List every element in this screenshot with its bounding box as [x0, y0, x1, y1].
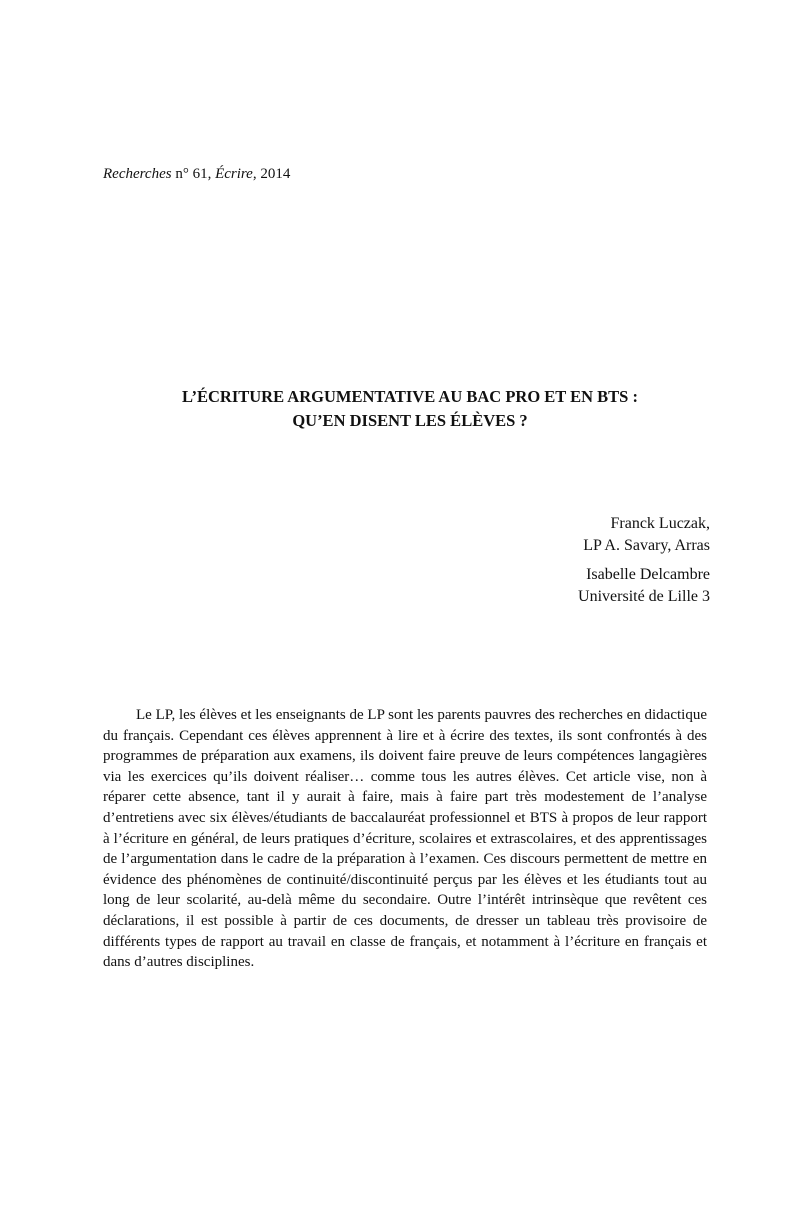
article-title [80, 385, 740, 433]
abstract-paragraph: Le LP, les élèves et les enseignants de LP sont les parents pauvres des recherches en didactique du français. Cependant ces élèves apprennent à lire et à écrire des textes, ils sont confrontés à des programmes de préparation aux examens, ils doivent faire preuve de leurs compétences langagières via les exercices qu’ils doivent réaliser… comme tous les autres élèves. Cet article vise, non à réparer cette absence, tant il y aurait à faire, mais à faire part très modestement de l’analyse d’entretiens avec six élèves/étudiants de baccalauréat professionnel et BTS à propos de leur rapport à l’écriture en général, de leurs pratiques d’écriture, scolaires et extrascolaires, et des apprentissages de l’argumentation dans le cadre de la préparation à l’examen. Ces discours permettent de mettre en évidence des phénomènes de continuité/discontinuité perçus par les élèves et les étudiants tout au long de leur scolarité, au-delà même du secondaire. Outre l’intérêt intrinsèque que revêtent ces déclarations, il est possible à partir de ces documents, de dresser un tableau très provisoire de différents types de rapport au travail en classe de français, et notamment à l’écriture en français et dans d’autres disciplines. [103, 707, 707, 971]
author-name-1: Franck Luczak, [610, 515, 710, 532]
author-block [578, 513, 710, 608]
journal-reference [103, 164, 290, 184]
journal-issue: n° 61, [171, 166, 216, 182]
article-title-line-1: L’ÉCRITURE ARGUMENTATIVE AU BAC PRO ET EN BTS : [182, 387, 638, 406]
author-name-2: Isabelle Delcambre [586, 566, 710, 583]
journal-year: , 2014 [252, 166, 291, 182]
article-title-line-2: QU’EN DISENT LES ÉLÈVES ? [292, 411, 528, 430]
author-spacer [578, 557, 710, 564]
journal-name: Recherches [103, 166, 172, 182]
journal-theme: Écrire [215, 166, 253, 182]
author-affiliation-1: LP A. Savary, Arras [583, 537, 710, 554]
author-affiliation-2: Université de Lille 3 [578, 588, 710, 605]
